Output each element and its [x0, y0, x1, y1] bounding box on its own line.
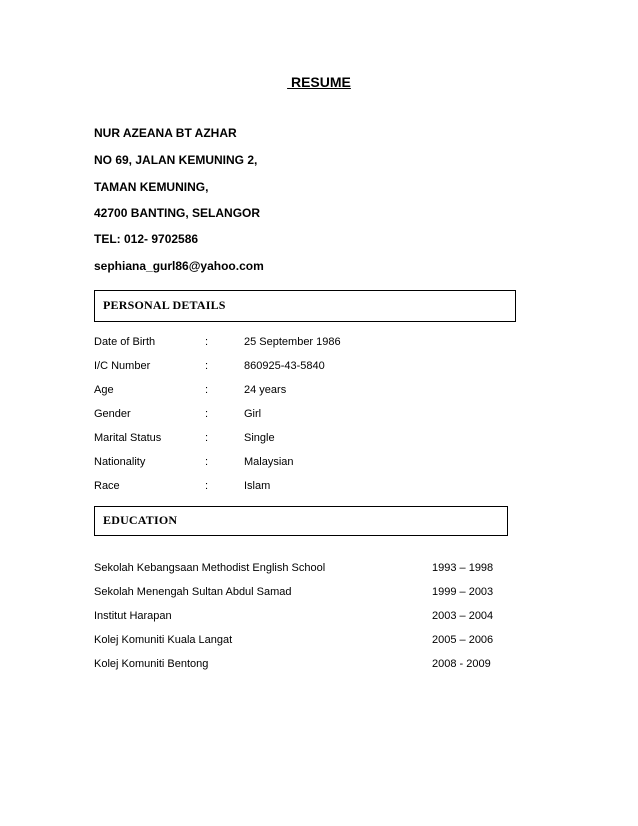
colon-separator: : — [205, 408, 209, 420]
personal-value: Islam — [244, 480, 271, 492]
personal-row — [94, 336, 514, 352]
colon-separator: : — [205, 480, 209, 492]
school-name: Sekolah Menengah Sultan Abdul Samad — [94, 586, 292, 598]
personal-details-heading: PERSONAL DETAILS — [103, 298, 226, 312]
personal-label: Marital Status — [94, 432, 162, 444]
school-years: 1993 – 1998 — [432, 562, 494, 574]
school-name: Institut Harapan — [94, 610, 172, 622]
address-line-3: 42700 BANTING, SELANGOR — [94, 206, 261, 220]
personal-row — [94, 360, 514, 376]
personal-row — [94, 432, 514, 448]
education-heading: EDUCATION — [103, 513, 178, 527]
school-years: 1999 – 2003 — [432, 586, 494, 598]
colon-separator: : — [205, 432, 209, 444]
personal-value: Malaysian — [244, 456, 294, 468]
personal-row — [94, 384, 514, 400]
email-address: sephiana_gurl86@yahoo.com — [94, 259, 264, 273]
personal-value: Single — [244, 432, 275, 444]
phone-number: TEL: 012- 9702586 — [94, 232, 199, 246]
personal-value: 25 September 1986 — [244, 336, 341, 348]
education-row — [94, 562, 514, 578]
school-name: Kolej Komuniti Kuala Langat — [94, 634, 233, 646]
personal-label: Age — [94, 384, 114, 396]
personal-row — [94, 408, 514, 424]
personal-label: Nationality — [94, 456, 146, 468]
school-years: 2003 – 2004 — [432, 610, 494, 622]
resume-title: RESUME — [287, 74, 351, 90]
personal-details-header-box — [94, 290, 516, 322]
personal-value: 24 years — [244, 384, 287, 396]
education-row — [94, 634, 514, 650]
personal-label: Date of Birth — [94, 336, 156, 348]
colon-separator: : — [205, 360, 209, 372]
personal-value: Girl — [244, 408, 262, 420]
applicant-name: NUR AZEANA BT AZHAR — [94, 126, 237, 140]
education-header-box — [94, 506, 508, 536]
personal-row — [94, 480, 514, 496]
address-line-1: NO 69, JALAN KEMUNING 2, — [94, 153, 258, 167]
personal-label: I/C Number — [94, 360, 151, 372]
education-row — [94, 658, 514, 674]
education-row — [94, 586, 514, 602]
school-years: 2008 - 2009 — [432, 658, 491, 670]
school-years: 2005 – 2006 — [432, 634, 494, 646]
colon-separator: : — [205, 384, 209, 396]
address-line-2: TAMAN KEMUNING, — [94, 180, 209, 194]
school-name: Kolej Komuniti Bentong — [94, 658, 209, 670]
education-row — [94, 610, 514, 626]
colon-separator: : — [205, 456, 209, 468]
personal-value: 860925-43-5840 — [244, 360, 325, 372]
personal-label: Race — [94, 480, 120, 492]
personal-row — [94, 456, 514, 472]
personal-label: Gender — [94, 408, 131, 420]
colon-separator: : — [205, 336, 209, 348]
school-name: Sekolah Kebangsaan Methodist English School — [94, 562, 326, 574]
